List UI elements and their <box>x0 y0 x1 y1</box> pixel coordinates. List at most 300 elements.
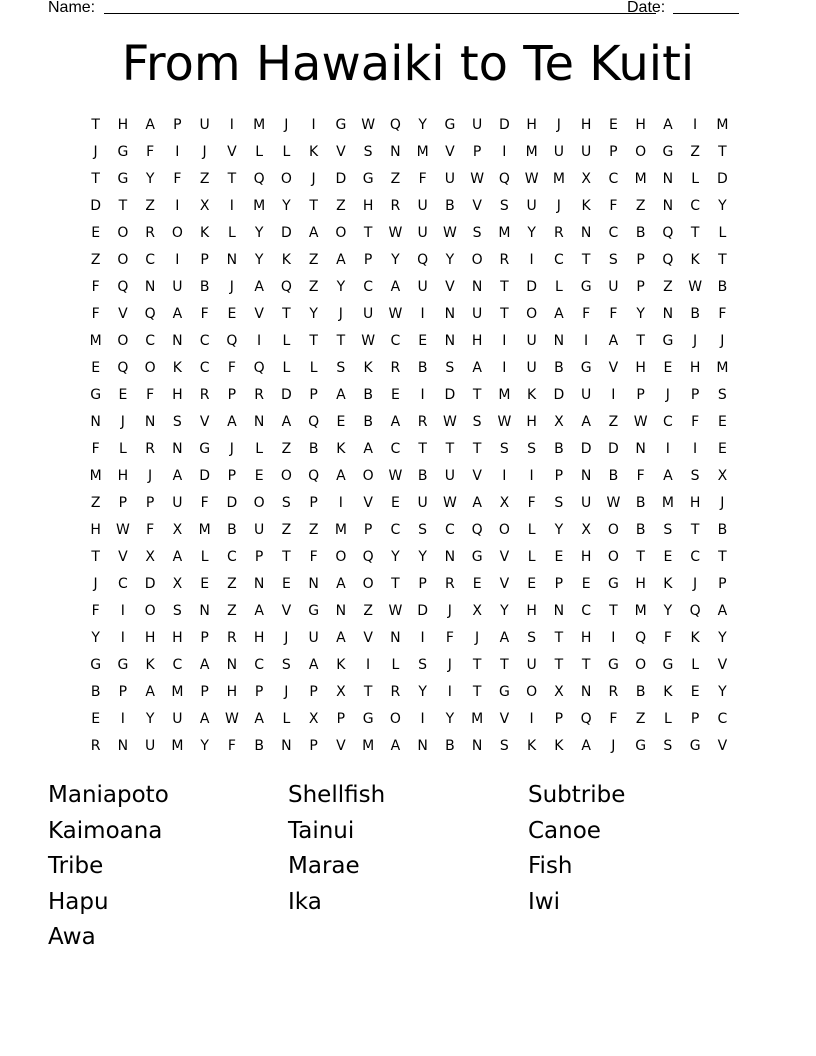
grid-letter: K <box>145 657 155 673</box>
grid-letter: Z <box>635 198 646 214</box>
grid-letter: M <box>89 333 102 349</box>
grid-letter: Z <box>281 522 292 538</box>
grid-letter: S <box>418 522 428 538</box>
grid-letter: I <box>447 684 452 700</box>
grid-letter: J <box>720 333 725 349</box>
grid-letter: I <box>420 711 425 727</box>
grid-letter: Q <box>417 252 429 268</box>
grid-letter: T <box>472 441 482 457</box>
grid-letter: Y <box>391 252 400 268</box>
grid-letter: P <box>254 549 264 565</box>
grid-letter: P <box>363 252 373 268</box>
grid-letter: T <box>91 117 100 133</box>
grid-letter: E <box>554 549 564 565</box>
grid-letter: U <box>308 630 319 646</box>
grid-letter: N <box>662 198 674 214</box>
grid-letter: T <box>554 630 564 646</box>
grid-letter: I <box>311 117 316 133</box>
grid-letter: F <box>91 603 100 619</box>
grid-letter: F <box>691 414 700 430</box>
grid-letter: U <box>581 144 592 160</box>
grid-row <box>82 301 736 328</box>
grid-letter: U <box>172 279 183 295</box>
grid-letter: I <box>175 252 180 268</box>
grid-letter: T <box>309 333 318 349</box>
grid-letter: A <box>336 630 346 646</box>
grid-letter: X <box>472 603 482 619</box>
grid-letter: I <box>420 387 425 403</box>
grid-letter: V <box>717 738 728 754</box>
grid-letter: Q <box>308 468 320 484</box>
grid-letter: C <box>662 414 673 430</box>
grid-letter: K <box>200 225 210 241</box>
grid-letter: I <box>420 306 425 322</box>
word-list-item: Tainui <box>288 817 355 844</box>
grid-letter: X <box>499 495 510 511</box>
grid-letter: M <box>661 495 674 511</box>
grid-letter: M <box>634 171 647 187</box>
grid-letter: Z <box>90 252 101 268</box>
grid-letter: Y <box>663 603 673 619</box>
grid-letter: M <box>525 144 538 160</box>
word-list-item: Maniapoto <box>48 782 169 808</box>
grid-letter: A <box>581 738 591 754</box>
grid-letter: T <box>472 684 482 700</box>
grid-letter: M <box>498 225 511 241</box>
grid-letter: I <box>502 468 507 484</box>
grid-letter: S <box>172 414 182 430</box>
grid-letter: P <box>690 387 700 403</box>
grid-letter: U <box>417 225 428 241</box>
grid-letter: A <box>336 387 346 403</box>
grid-letter: V <box>608 360 619 376</box>
grid-letter: G <box>607 576 619 592</box>
grid-letter: Y <box>718 630 727 646</box>
grid-letter: J <box>693 333 698 349</box>
grid-letter: C <box>717 711 728 727</box>
grid-letter: X <box>199 198 210 214</box>
grid-letter: W <box>633 414 648 430</box>
grid-letter: K <box>172 360 182 376</box>
date-label: Date: <box>627 0 666 16</box>
grid-letter: H <box>580 117 592 133</box>
grid-letter: N <box>226 657 238 673</box>
grid-letter: H <box>117 117 129 133</box>
grid-letter: P <box>309 495 318 511</box>
grid-letter: I <box>120 630 125 646</box>
grid-letter: B <box>308 441 319 457</box>
grid-letter: M <box>334 522 347 538</box>
grid-letter: L <box>200 549 209 565</box>
grid-letter: A <box>227 414 237 430</box>
grid-letter: S <box>554 495 564 511</box>
grid-letter: F <box>91 306 100 322</box>
name-label: Name: <box>48 0 96 16</box>
grid-letter: F <box>227 360 236 376</box>
grid-letter: B <box>554 441 564 457</box>
name-line <box>104 13 656 14</box>
grid-letter: Y <box>445 711 455 727</box>
grid-letter: D <box>607 441 619 457</box>
grid-letter: M <box>716 117 729 133</box>
grid-letter: I <box>611 387 616 403</box>
puzzle-title: From Hawaiki to Te Kuiti <box>121 36 695 92</box>
grid-letter: H <box>172 630 183 646</box>
word-list-item: Awa <box>48 924 96 950</box>
grid-letter: Q <box>280 279 292 295</box>
grid-letter: Z <box>199 171 210 187</box>
grid-letter: G <box>662 333 674 349</box>
grid-letter: G <box>444 117 456 133</box>
grid-row <box>82 274 736 301</box>
grid-letter: J <box>229 279 234 295</box>
grid-letter: D <box>280 387 292 403</box>
grid-letter: Z <box>663 279 673 295</box>
grid-letter: O <box>526 306 538 322</box>
grid-letter: X <box>308 711 319 727</box>
grid-letter: G <box>117 171 129 187</box>
grid-letter: T <box>282 306 291 322</box>
grid-letter: U <box>145 738 156 754</box>
grid-letter: O <box>526 684 538 700</box>
grid-letter: S <box>690 468 700 484</box>
grid-letter: S <box>717 387 727 403</box>
grid-row <box>82 679 736 706</box>
grid-letter: N <box>226 252 238 268</box>
grid-letter: K <box>363 360 373 376</box>
grid-letter: P <box>118 495 128 511</box>
grid-letter: S <box>281 495 291 511</box>
grid-letter: Z <box>145 198 155 214</box>
grid-letter: M <box>253 198 266 214</box>
grid-letter: N <box>335 603 347 619</box>
grid-letter: V <box>281 603 292 619</box>
grid-letter: W <box>497 414 512 430</box>
grid-letter: E <box>91 225 101 241</box>
grid-letter: P <box>554 711 564 727</box>
grid-letter: V <box>363 495 373 511</box>
grid-letter: L <box>691 657 700 673</box>
grid-letter: A <box>254 279 264 295</box>
grid-letter: T <box>690 225 700 241</box>
grid-letter: S <box>172 603 182 619</box>
grid-letter: L <box>255 441 264 457</box>
grid-letter: I <box>502 360 507 376</box>
grid-letter: G <box>362 711 374 727</box>
grid-letter: H <box>689 495 701 511</box>
grid-letter: Y <box>445 252 455 268</box>
grid-letter: E <box>581 576 591 592</box>
grid-letter: O <box>117 252 129 268</box>
grid-letter: K <box>527 738 537 754</box>
grid-row <box>82 625 736 652</box>
grid-letter: T <box>718 144 727 160</box>
grid-row <box>82 463 736 490</box>
grid-letter: P <box>336 711 346 727</box>
grid-letter: P <box>309 387 318 403</box>
grid-row <box>82 247 736 274</box>
grid-letter: P <box>418 576 427 592</box>
grid-letter: V <box>445 144 455 160</box>
grid-letter: B <box>417 360 428 376</box>
grid-letter: H <box>90 522 101 538</box>
grid-letter: C <box>690 549 701 565</box>
grid-letter: Z <box>390 171 401 187</box>
grid-letter: E <box>472 576 482 592</box>
grid-letter: N <box>635 441 646 457</box>
grid-letter: A <box>308 657 319 673</box>
grid-letter: G <box>199 441 211 457</box>
grid-letter: Y <box>254 225 264 241</box>
grid-letter: X <box>336 684 346 700</box>
grid-letter: S <box>281 657 291 673</box>
grid-letter: N <box>553 333 565 349</box>
grid-letter: T <box>718 549 727 565</box>
grid-letter: X <box>581 171 591 187</box>
grid-letter: B <box>690 306 700 322</box>
grid-letter: G <box>689 738 701 754</box>
grid-letter: U <box>581 387 592 403</box>
grid-letter: U <box>444 171 455 187</box>
grid-letter: Y <box>309 306 318 322</box>
grid-letter: N <box>444 333 456 349</box>
grid-letter: P <box>636 279 645 295</box>
grid-letter: G <box>580 279 592 295</box>
grid-letter: S <box>499 198 509 214</box>
grid-letter: C <box>172 657 183 673</box>
grid-letter: B <box>554 360 564 376</box>
grid-letter: E <box>663 549 673 565</box>
grid-letter: T <box>363 684 373 700</box>
grid-letter: G <box>362 171 374 187</box>
grid-letter: F <box>609 198 618 214</box>
grid-letter: T <box>418 441 427 457</box>
grid-letter: V <box>472 468 482 484</box>
grid-letter: Q <box>471 522 483 538</box>
grid-letter: R <box>145 225 155 241</box>
grid-letter: Y <box>636 306 645 322</box>
grid-letter: S <box>472 414 482 430</box>
grid-letter: Y <box>254 252 264 268</box>
grid-letter: H <box>471 333 483 349</box>
grid-letter: V <box>499 576 510 592</box>
grid-letter: A <box>663 468 673 484</box>
grid-letter: K <box>690 630 700 646</box>
grid-letter: R <box>417 414 428 430</box>
grid-letter: U <box>526 360 537 376</box>
word-list-item: Hapu <box>48 888 109 915</box>
grid-letter: A <box>717 603 728 619</box>
grid-letter: U <box>363 306 374 322</box>
grid-letter: I <box>693 117 698 133</box>
grid-letter: J <box>284 684 289 700</box>
grid-letter: V <box>227 144 237 160</box>
grid-letter: H <box>635 117 646 133</box>
grid-letter: C <box>199 360 210 376</box>
grid-letter: Q <box>662 252 674 268</box>
grid-letter: Q <box>117 360 129 376</box>
grid-letter: N <box>444 549 456 565</box>
grid-letter: N <box>253 576 265 592</box>
grid-letter: C <box>117 576 128 592</box>
grid-letter: A <box>499 630 510 646</box>
grid-letter: Z <box>336 198 346 214</box>
letter-grid <box>82 112 736 760</box>
grid-letter: P <box>472 144 482 160</box>
grid-letter: Y <box>527 225 536 241</box>
grid-letter: R <box>554 225 564 241</box>
grid-letter: F <box>173 171 182 187</box>
grid-letter: Z <box>90 495 101 511</box>
grid-letter: S <box>472 225 482 241</box>
grid-letter: A <box>390 279 401 295</box>
grid-letter: W <box>442 495 457 511</box>
grid-letter: H <box>144 630 156 646</box>
grid-letter: G <box>90 657 102 673</box>
word-list-item: Marae <box>288 853 360 879</box>
grid-letter: O <box>171 225 183 241</box>
grid-letter: A <box>172 306 183 322</box>
grid-letter: N <box>390 630 401 646</box>
word-list-item: Iwi <box>528 888 560 915</box>
grid-letter: A <box>308 225 319 241</box>
grid-letter: E <box>91 711 101 727</box>
grid-letter: N <box>662 171 674 187</box>
grid-letter: N <box>580 684 592 700</box>
grid-letter: N <box>172 333 183 349</box>
grid-letter: V <box>336 738 346 754</box>
grid-letter: U <box>526 657 537 673</box>
grid-letter: T <box>391 576 400 592</box>
grid-letter: E <box>418 333 428 349</box>
grid-letter: B <box>635 225 646 241</box>
grid-letter: L <box>282 360 291 376</box>
grid-letter: A <box>336 468 346 484</box>
grid-letter: J <box>311 171 316 187</box>
grid-letter: C <box>444 522 455 538</box>
grid-letter: J <box>202 144 207 160</box>
grid-letter: Y <box>418 549 427 565</box>
grid-letter: Y <box>282 198 291 214</box>
grid-letter: F <box>636 468 645 484</box>
grid-letter: M <box>498 387 511 403</box>
grid-letter: N <box>580 225 592 241</box>
grid-letter: E <box>227 306 237 322</box>
grid-letter: M <box>89 468 102 484</box>
grid-letter: A <box>390 414 401 430</box>
grid-letter: G <box>471 549 483 565</box>
grid-letter: L <box>527 522 536 538</box>
grid-letter: F <box>609 306 618 322</box>
grid-letter: J <box>720 495 725 511</box>
grid-letter: Q <box>226 333 238 349</box>
grid-letter: Y <box>336 279 346 295</box>
grid-letter: J <box>475 630 480 646</box>
grid-letter: I <box>584 333 589 349</box>
grid-letter: E <box>717 414 727 430</box>
grid-letter: C <box>390 333 401 349</box>
grid-letter: T <box>690 522 700 538</box>
grid-letter: X <box>172 522 183 538</box>
grid-letter: A <box>199 711 210 727</box>
grid-letter: S <box>527 630 537 646</box>
grid-row <box>82 490 736 517</box>
grid-letter: R <box>608 684 619 700</box>
grid-letter: P <box>173 117 182 133</box>
grid-letter: Z <box>281 441 292 457</box>
grid-row <box>82 220 736 247</box>
grid-letter: A <box>172 549 183 565</box>
grid-letter: A <box>145 684 155 700</box>
grid-letter: W <box>388 603 403 619</box>
grid-letter: N <box>117 738 129 754</box>
grid-letter: P <box>718 576 727 592</box>
grid-letter: E <box>336 414 346 430</box>
grid-letter: P <box>145 495 155 511</box>
grid-letter: M <box>198 522 211 538</box>
grid-letter: E <box>390 495 400 511</box>
grid-letter: A <box>145 117 155 133</box>
grid-letter: Q <box>662 225 674 241</box>
grid-letter: U <box>444 468 455 484</box>
grid-letter: Z <box>608 414 619 430</box>
grid-letter: S <box>363 144 373 160</box>
grid-letter: O <box>335 225 347 241</box>
grid-letter: N <box>417 738 428 754</box>
grid-letter: P <box>636 387 645 403</box>
grid-letter: A <box>581 414 591 430</box>
grid-letter: D <box>335 171 347 187</box>
grid-letter: T <box>500 306 509 322</box>
grid-letter: Q <box>308 414 320 430</box>
grid-letter: O <box>117 333 129 349</box>
grid-letter: M <box>416 144 429 160</box>
grid-letter: A <box>336 252 346 268</box>
grid-letter: B <box>717 522 728 538</box>
grid-letter: Q <box>253 360 265 376</box>
grid-letter: R <box>199 387 210 403</box>
grid-letter: Z <box>308 522 319 538</box>
grid-letter: I <box>120 603 125 619</box>
grid-letter: S <box>663 738 673 754</box>
grid-letter: H <box>580 630 592 646</box>
grid-letter: S <box>608 252 618 268</box>
grid-letter: G <box>662 144 674 160</box>
grid-letter: S <box>499 441 509 457</box>
grid-letter: D <box>498 117 510 133</box>
grid-letter: F <box>200 495 209 511</box>
grid-letter: C <box>145 252 156 268</box>
grid-letter: N <box>199 603 210 619</box>
grid-letter: C <box>363 279 374 295</box>
grid-letter: I <box>611 630 616 646</box>
grid-letter: B <box>417 468 428 484</box>
grid-letter: N <box>390 144 401 160</box>
grid-letter: L <box>255 144 264 160</box>
grid-letter: D <box>553 387 565 403</box>
grid-letter: U <box>254 522 265 538</box>
grid-row <box>82 571 736 598</box>
grid-letter: O <box>607 549 619 565</box>
grid-letter: C <box>199 333 210 349</box>
grid-letter: O <box>253 495 265 511</box>
grid-letter: L <box>309 360 318 376</box>
grid-letter: T <box>227 171 237 187</box>
grid-letter: I <box>120 711 125 727</box>
grid-letter: R <box>145 441 155 457</box>
grid-letter: L <box>391 657 400 673</box>
grid-letter: S <box>499 738 509 754</box>
